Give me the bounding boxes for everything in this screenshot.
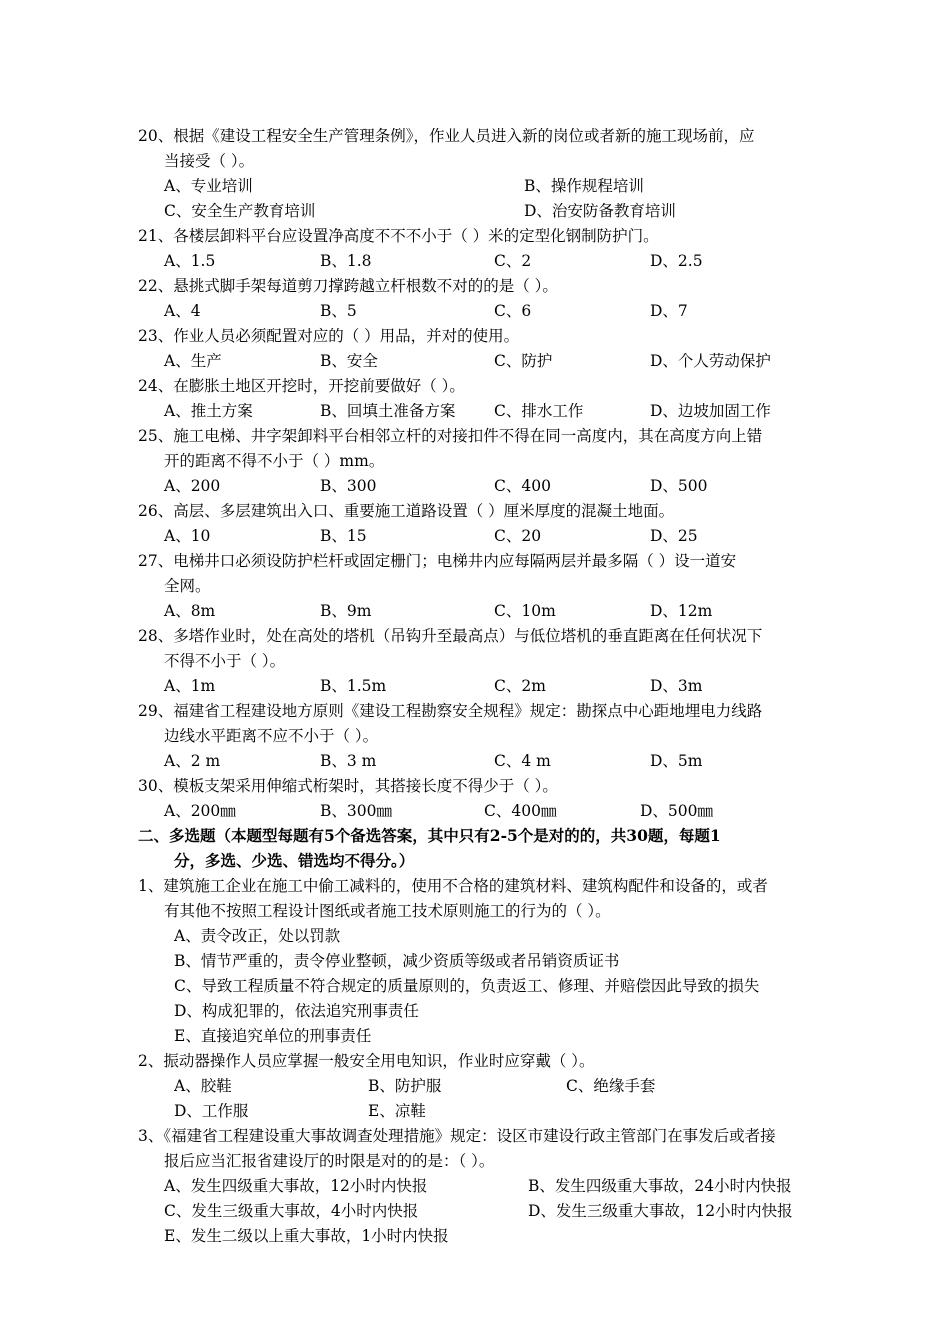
multi-question-3-stem-cont: 报后应当汇报省建设厅的时限是对的的是：（ ）。 bbox=[164, 1152, 495, 1170]
question-30-option-a: A、200㎜ bbox=[164, 802, 236, 820]
question-21-option-d: D、2.5 bbox=[650, 252, 703, 270]
question-30-option-b: B、300㎜ bbox=[320, 802, 392, 820]
question-26-option-a: A、10 bbox=[164, 527, 211, 545]
question-20-option-c: C、安全生产教育培训 bbox=[164, 202, 316, 220]
multi-question-3-option-c: C、发生三级重大事故，4小时内快报 bbox=[164, 1202, 419, 1220]
multi-question-2-option-b: B、防护服 bbox=[368, 1077, 442, 1095]
question-26-stem: 26、高层、多层建筑出入口、重要施工道路设置（ ）厘米厚度的混凝土地面。 bbox=[138, 502, 675, 520]
question-23-option-a: A、生产 bbox=[164, 352, 222, 370]
question-28-stem: 28、多塔作业时，处在高处的塔机（吊钩升至最高点）与低位塔机的垂直距离在任何状况下 bbox=[138, 627, 763, 645]
question-24-option-d: D、边坡加固工作 bbox=[650, 402, 771, 420]
question-24-option-a: A、推土方案 bbox=[164, 402, 253, 420]
question-22-stem: 22、悬挑式脚手架每道剪刀撑跨越立杆根数不对的的是（ ）。 bbox=[138, 277, 558, 295]
question-27-stem-cont: 全网。 bbox=[164, 577, 211, 595]
section-2-heading-cont: 分，多选、少选、错选均不得分。） bbox=[174, 851, 415, 870]
question-27-option-c: C、10m bbox=[494, 602, 556, 620]
multi-question-1-option-d: D、构成犯罪的，依法追究刑事责任 bbox=[174, 1002, 419, 1020]
question-21-stem: 21、各楼层卸料平台应设置净高度不不不小于（ ）米的定型化钢制防护门。 bbox=[138, 227, 659, 245]
question-29-option-d: D、5m bbox=[650, 752, 703, 770]
question-25-stem-cont: 开的距离不得不小于（ ）mm。 bbox=[164, 452, 385, 470]
multi-question-2-option-e: E、凉鞋 bbox=[368, 1102, 426, 1120]
question-25-option-b: B、300 bbox=[320, 477, 377, 495]
question-25-option-d: D、500 bbox=[650, 477, 708, 495]
question-29-option-c: C、4 m bbox=[494, 752, 551, 770]
question-20-stem-cont: 当接受（ ）。 bbox=[164, 152, 255, 170]
question-21-option-a: A、1.5 bbox=[164, 252, 216, 270]
question-23-option-d: D、个人劳动保护 bbox=[650, 352, 771, 370]
multi-question-1-option-a: A、责令改正，处以罚款 bbox=[174, 927, 341, 945]
question-29-option-b: B、3 m bbox=[320, 752, 377, 770]
question-27-option-b: B、9m bbox=[320, 602, 372, 620]
question-23-stem: 23、作业人员必须配置对应的（ ）用品，并对的使用。 bbox=[138, 327, 520, 345]
question-27-option-d: D、12m bbox=[650, 602, 713, 620]
multi-question-2-option-c: C、绝缘手套 bbox=[566, 1077, 656, 1095]
multi-question-3-option-a: A、发生四级重大事故，12小时内快报 bbox=[164, 1177, 428, 1195]
question-30-stem: 30、模板支架采用伸缩式桁架时，其搭接长度不得少于（ ）。 bbox=[138, 777, 558, 795]
question-28-option-d: D、3m bbox=[650, 677, 703, 695]
question-23-option-b: B、安全 bbox=[320, 352, 378, 370]
question-20-stem: 20、根据《建设工程安全生产管理条例》，作业人员进入新的岗位或者新的施工现场前，应 bbox=[138, 127, 755, 145]
multi-question-1-stem-cont: 有其他不按照工程设计图纸或者施工技术原则施工的行为的（ ）。 bbox=[164, 902, 611, 920]
question-22-option-a: A、4 bbox=[164, 302, 201, 320]
question-25-stem: 25、施工电梯、井字架卸料平台相邻立杆的对接扣件不得在同一高度内，其在高度方向上错 bbox=[138, 427, 763, 445]
question-29-stem-cont: 边线水平距离不应不小于（ ）。 bbox=[164, 727, 379, 745]
question-21-option-b: B、1.8 bbox=[320, 252, 372, 270]
question-28-option-c: C、2m bbox=[494, 677, 546, 695]
question-23-option-c: C、防护 bbox=[494, 352, 553, 370]
section-2-heading: 二、多选题（本题型每题有5个备选答案，其中只有2-5个是对的的，共30题，每题1 bbox=[138, 826, 721, 845]
question-24-option-c: C、排水工作 bbox=[494, 402, 584, 420]
question-28-stem-cont: 不得不小于（ ）。 bbox=[164, 652, 286, 670]
multi-question-3-stem: 3、《福建省工程建设重大事故调查处理措施》规定：设区市建设行政主管部门在事发后或者接 bbox=[138, 1127, 776, 1145]
question-27-stem: 27、电梯井口必须设防护栏杆或固定栅门；电梯井内应每隔两层并最多隔（ ）设一道安 bbox=[138, 552, 737, 570]
question-22-option-c: C、6 bbox=[494, 302, 532, 320]
question-29-option-a: A、2 m bbox=[164, 752, 221, 770]
multi-question-1-option-e: E、直接追究单位的刑事责任 bbox=[174, 1027, 372, 1045]
question-29-stem: 29、福建省工程建设地方原则《建设工程勘察安全规程》规定：勘探点中心距地埋电力线路 bbox=[138, 702, 763, 720]
multi-question-2-option-a: A、胶鞋 bbox=[174, 1077, 232, 1095]
multi-question-3-option-e: E、发生二级以上重大事故，1小时内快报 bbox=[164, 1227, 449, 1245]
question-30-option-c: C、400㎜ bbox=[484, 802, 557, 820]
question-20-option-d: D、治安防备教育培训 bbox=[524, 202, 676, 220]
multi-question-1-option-c: C、导致工程质量不符合规定的质量原则的，负责返工、修理、并赔偿因此导致的损失 bbox=[174, 977, 760, 995]
question-20-option-b: B、操作规程培训 bbox=[524, 177, 644, 195]
question-28-option-b: B、1.5m bbox=[320, 677, 387, 695]
question-22-option-d: D、7 bbox=[650, 302, 688, 320]
multi-question-2-stem: 2、振动器操作人员应掌握一般安全用电知识，作业时应穿戴（ ）。 bbox=[138, 1052, 595, 1070]
question-30-option-d: D、500㎜ bbox=[640, 802, 714, 820]
question-25-option-c: C、400 bbox=[494, 477, 551, 495]
question-28-option-a: A、1m bbox=[164, 677, 216, 695]
question-25-option-a: A、200 bbox=[164, 477, 221, 495]
question-24-option-b: B、回填土准备方案 bbox=[320, 402, 456, 420]
question-20-option-a: A、专业培训 bbox=[164, 177, 253, 195]
question-24-stem: 24、在膨胀土地区开挖时，开挖前要做好（ ）。 bbox=[138, 377, 465, 395]
multi-question-3-option-d: D、发生三级重大事故，12小时内快报 bbox=[528, 1202, 793, 1220]
question-26-option-c: C、20 bbox=[494, 527, 542, 545]
multi-question-2-option-d: D、工作服 bbox=[174, 1102, 249, 1120]
question-26-option-d: D、25 bbox=[650, 527, 698, 545]
question-26-option-b: B、15 bbox=[320, 527, 367, 545]
question-27-option-a: A、8m bbox=[164, 602, 216, 620]
multi-question-3-option-b: B、发生四级重大事故，24小时内快报 bbox=[528, 1177, 792, 1195]
question-22-option-b: B、5 bbox=[320, 302, 357, 320]
multi-question-1-option-b: B、情节严重的，责令停业整顿，减少资质等级或者吊销资质证书 bbox=[174, 952, 620, 970]
question-21-option-c: C、2 bbox=[494, 252, 532, 270]
multi-question-1-stem: 1、建筑施工企业在施工中偷工减料的，使用不合格的建筑材料、建筑构配件和设备的，或者 bbox=[138, 877, 768, 895]
